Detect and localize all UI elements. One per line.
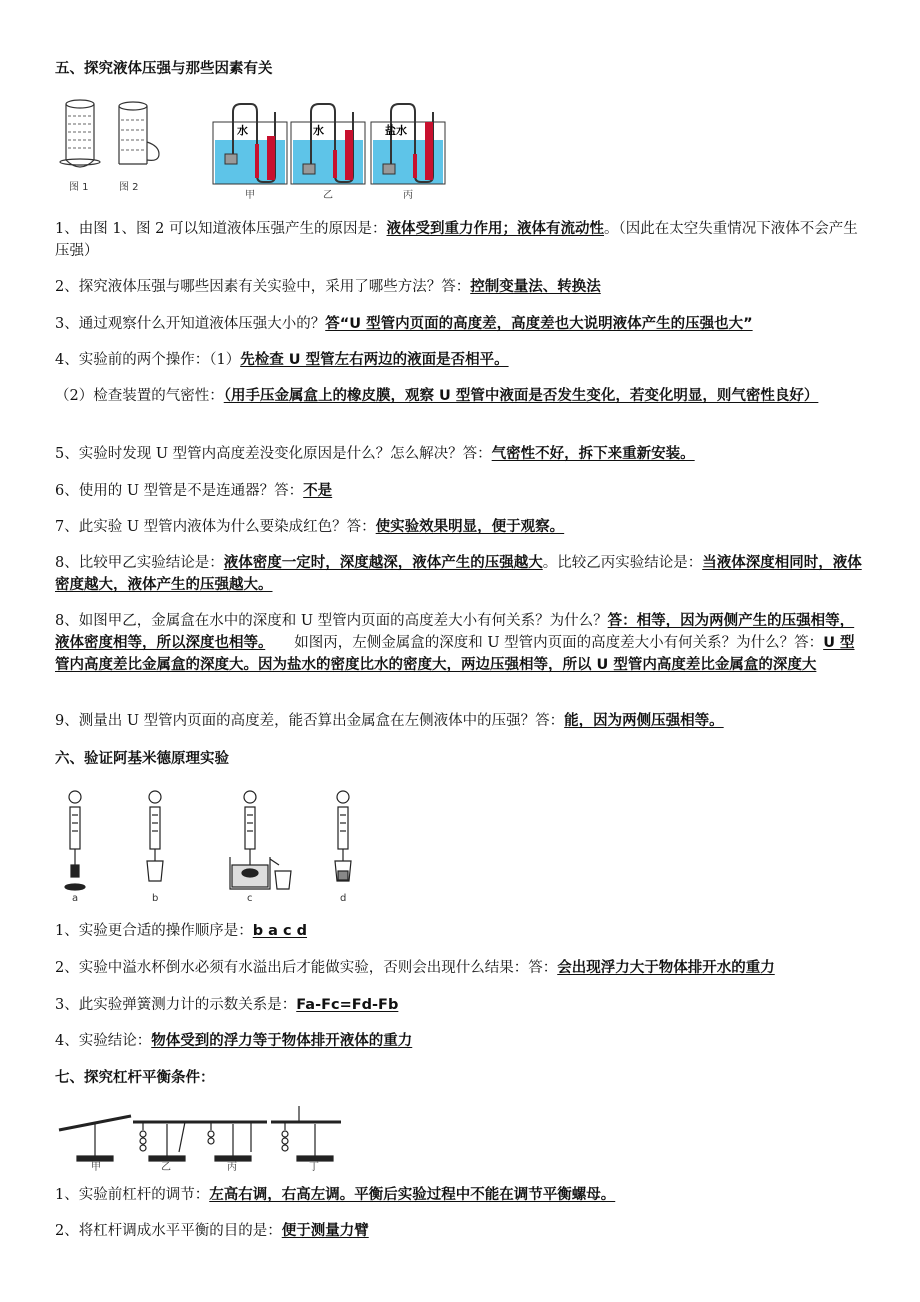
lever-jia bbox=[59, 1116, 131, 1161]
caption-jia: 甲 bbox=[245, 190, 255, 201]
sec5-q2: 2、探究液体压强与哪些因素有关实验中，采用了哪些方法？答：控制变量法、转换法 bbox=[55, 279, 601, 295]
water-label-yi: 水 bbox=[313, 124, 324, 137]
spring-scale-a bbox=[65, 791, 85, 890]
figure-2-caption: 图 2 bbox=[119, 182, 139, 193]
sec5-q4: 4、实验前的两个操作：（1）先检查 U 型管左右两边的液面是否相平。 bbox=[55, 352, 509, 368]
sec5-q5: 5、实验时发现 U 型管内高度差没变化原因是什么？怎么解决？答：气密性不好，拆下来重新安装。 bbox=[55, 446, 695, 462]
sec5-q8b: 8、如图甲乙，金属盒在水中的深度和 U 型管内页面的高度差大小有何关系？为什么？答：相等，因为两侧产生的压强相等，液体密度相等，所以深度也相等。 如图丙，左侧金属盒的深度和 U 型管内页面的高度差大小有何关系？为什么？答：U 型管内高度差比金属盒的深度大。因为盐水的密度比水的密度大，两边压强相等，所以 U 型管内高度差比金属盒的深度大 bbox=[55, 613, 855, 673]
lever-label-ding: 丁 bbox=[309, 1162, 319, 1172]
spring-scale-c bbox=[230, 791, 291, 889]
sec6-q2: 2、实验中溢水杯倒水必须有水溢出后才能做实验，否则会出现什么结果：答：会出现浮力大于物体排开水的重力 bbox=[55, 960, 775, 976]
section-6-title: 六、验证阿基米德原理实验 bbox=[55, 751, 229, 767]
lever-label-jia: 甲 bbox=[91, 1162, 101, 1172]
section-5-title: 五、探究液体压强与那些因素有关 bbox=[55, 61, 273, 77]
caption-yi: 乙 bbox=[323, 190, 333, 201]
section-7-title: 七、探究杠杆平衡条件： bbox=[55, 1070, 215, 1086]
lever-label-bing: 丙 bbox=[227, 1162, 237, 1172]
archimedes-figure bbox=[55, 785, 375, 905]
spring-scale-d bbox=[335, 791, 351, 881]
sec6-q4: 4、实验结论：物体受到的浮力等于物体排开液体的重力 bbox=[55, 1033, 413, 1049]
figure-2-cylinder bbox=[119, 102, 159, 164]
setup-yi bbox=[291, 104, 365, 184]
sec5-q9: 9、测量出 U 型管内页面的高度差，能否算出金属盒在左侧液体中的压强？答：能，因为两侧压强相等。 bbox=[55, 713, 724, 729]
lever-label-yi: 乙 bbox=[161, 1162, 171, 1172]
figure-1-caption: 图 1 bbox=[69, 182, 89, 193]
label-b: b bbox=[152, 893, 159, 904]
salt-water-label: 盐水 bbox=[385, 124, 407, 137]
sec5-q1: 1、由图 1、图 2 可以知道液体压强产生的原因是：液体受到重力作用；液体有流动性。（因此在太空失重情况下液体不会产生压强） bbox=[55, 221, 858, 259]
caption-bing: 丙 bbox=[403, 190, 413, 201]
lever-figure bbox=[55, 1102, 345, 1172]
label-a: a bbox=[72, 893, 79, 904]
sec5-q3: 3、通过观察什么开知道液体压强大小的？答“U 型管内页面的高度差，高度差也大说明液体产生的压强也大” bbox=[55, 316, 753, 332]
setup-bing bbox=[371, 104, 445, 184]
spring-scale-b bbox=[147, 791, 163, 881]
lever-yi bbox=[133, 1122, 201, 1161]
sec7-q2: 2、将杠杆调成水平平衡的目的是：便于测量力臂 bbox=[55, 1223, 369, 1239]
sec6-q3: 3、此实验弹簧测力计的示数关系是：Fa-Fc=Fd-Fb bbox=[55, 997, 399, 1013]
figure-1-cylinder bbox=[60, 100, 100, 167]
water-label-jia: 水 bbox=[237, 124, 248, 137]
sec7-q1: 1、实验前杠杆的调节：左高右调，右高左调。平衡后实验过程中不能在调节平衡螺母。 bbox=[55, 1187, 616, 1203]
setup-jia bbox=[213, 104, 287, 184]
sec5-q8: 8、比较甲乙实验结论是：液体密度一定时，深度越深，液体产生的压强越大。比较乙丙实验结论是：当液体深度相同时，液体密度越大，液体产生的压强越大。 bbox=[55, 555, 862, 593]
sec5-q7: 7、此实验 U 型管内液体为什么要染成红色？答：使实验效果明显，便于观察。 bbox=[55, 519, 565, 535]
sec5-q6: 6、使用的 U 型管是不是连通器？答：不是 bbox=[55, 483, 333, 499]
liquid-pressure-figure bbox=[55, 92, 475, 202]
lever-bing bbox=[201, 1122, 267, 1161]
label-c: c bbox=[247, 893, 253, 904]
label-d: d bbox=[340, 893, 347, 904]
sec6-q1: 1、实验更合适的操作顺序是：b a c d bbox=[55, 923, 308, 939]
lever-ding bbox=[271, 1106, 341, 1161]
sec5-q4b: （2）检查装置的气密性：（用手压金属盒上的橡皮膜，观察 U 型管中液面是否发生变化，若变化明显，则气密性良好） bbox=[55, 388, 819, 404]
